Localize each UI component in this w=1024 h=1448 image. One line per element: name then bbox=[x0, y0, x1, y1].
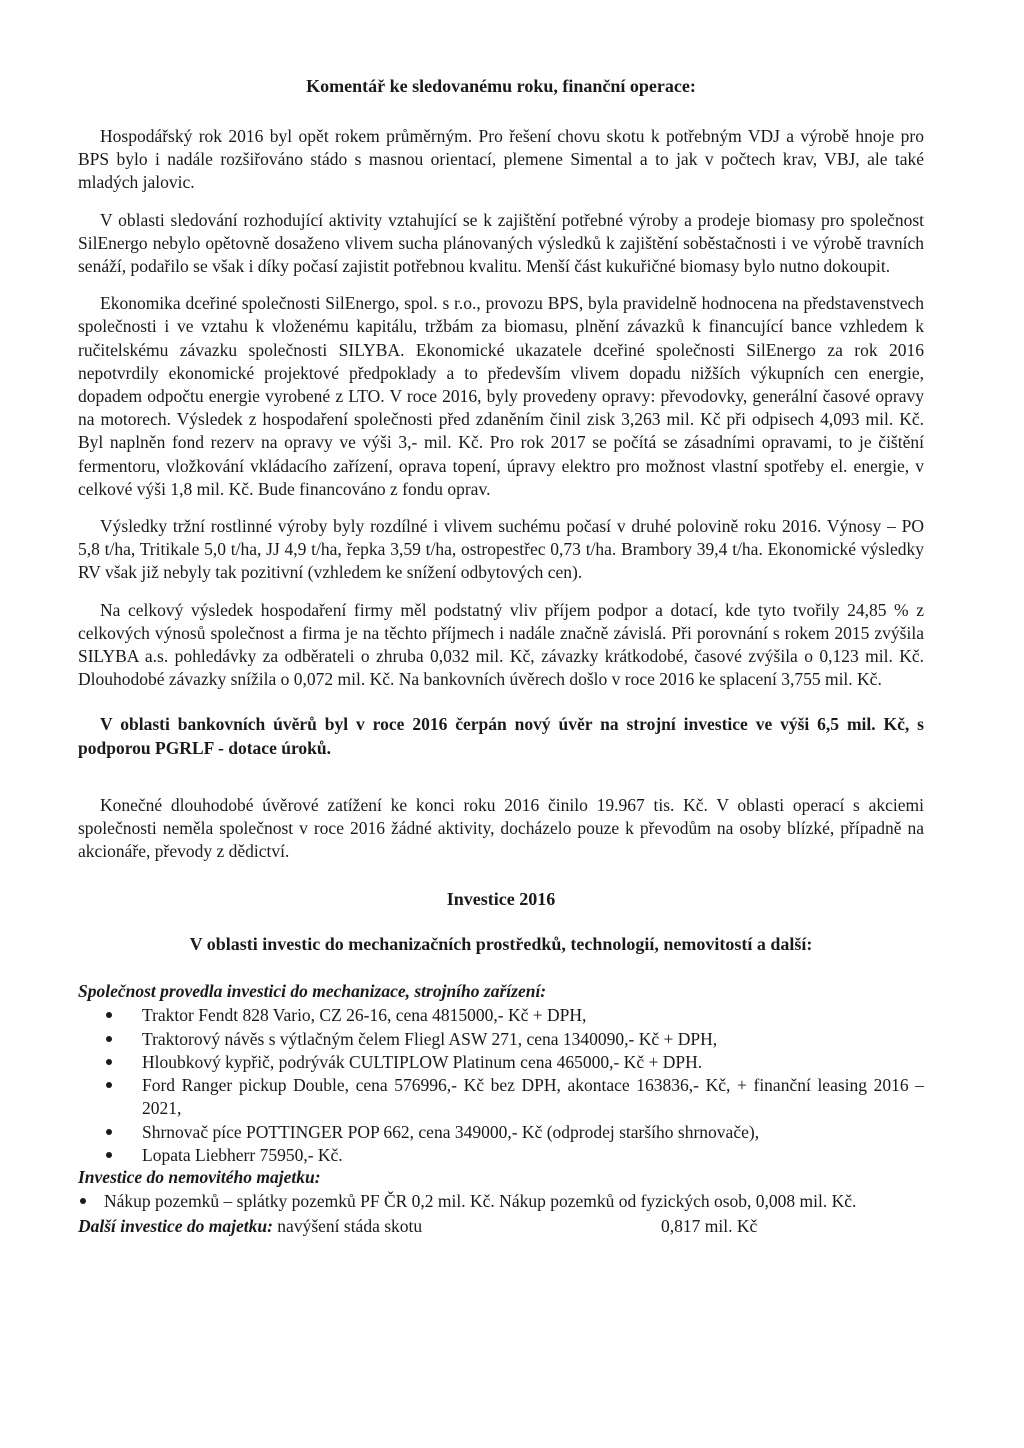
list-item: Traktorový návěs s výtlačným čelem Fliegl ASW 271, cena 1340090,- Kč + DPH, bbox=[78, 1028, 924, 1051]
list-item: Nákup pozemků – splátky pozemků PF ČR 0,2 mil. Kč. Nákup pozemků od fyzických osob, 0,008 mil. Kč. bbox=[78, 1190, 924, 1213]
list-item: Traktor Fendt 828 Vario, CZ 26-16, cena 4815000,- Kč + DPH, bbox=[78, 1004, 924, 1027]
paragraph-5: Na celkový výsledek hospodaření firmy měl podstatný vliv příjem podpor a dotací, kde tyto tvořily 24,85 % z celkových výnosů společnost a firma je na těchto příjmech i nadále značně závislá. Při porovnání s rokem 2015 zvýšila SILYBA a.s. pohledávky za odběrateli o zhruba 0,032 mil. Kč, závazky krátkodobé, časové zvýšila o 0,123 mil. Kč. Dlouhodobé závazky snížila o 0,072 mil. Kč. Na bankovních úvěrech došlo v roce 2016 ke splacení 3,755 mil. Kč. bbox=[78, 599, 924, 690]
bullet-icon bbox=[106, 1036, 112, 1042]
paragraph-1: Hospodářský rok 2016 byl opět rokem průměrným. Pro řešení chovu skotu k potřebným VDJ a výrobě hnoje pro BPS bylo i nadále rozšiřováno stádo s masnou orientací, plemene Simental a to jak v počtech krav, VBJ, ale také mladých jalovic. bbox=[78, 126, 924, 193]
bullet-icon bbox=[106, 1012, 112, 1018]
bullet-icon bbox=[106, 1129, 112, 1135]
bank-loan-paragraph: V oblasti bankovních úvěrů byl v roce 2016 čerpán nový úvěr na strojní investice ve výši 6,5 mil. Kč, s podporou PGRLF - dotace úroků. bbox=[78, 714, 924, 758]
dalsi-investice-text: navýšení stáda skotu bbox=[272, 1216, 423, 1237]
mechanizace-label: Společnost provedla investici do mechanizace, strojního zařízení: bbox=[78, 981, 547, 1002]
investice-heading: Investice 2016 bbox=[446, 889, 556, 910]
list-item: Shrnovač píce POTTINGER POP 662, cena 349000,- Kč (odprodej staršího shrnovače), bbox=[78, 1121, 924, 1144]
dalsi-investice-line bbox=[78, 1215, 924, 1238]
paragraph-4: Výsledky tržní rostlinné výroby byly rozdílné i vlivem suchému počasí v druhé polovině roku 2016. Výnosy – PO 5,8 t/ha, Tritikale 5,0 t/ha, JJ 4,9 t/ha, řepka 3,59 t/ha, ostropestřec 0,73 t/ha. Brambory 39,4 t/ha. Ekonomické výsledky RV však již nebyly tak pozitivní (vzhledem ke snížení odbytových cen). bbox=[78, 516, 924, 583]
bullet-icon bbox=[106, 1059, 112, 1065]
bullet-icon bbox=[80, 1198, 86, 1204]
list-item: Ford Ranger pickup Double, cena 576996,- Kč bez DPH, akontace 163836,- Kč, + finanční leasing 2016 – 2021, bbox=[78, 1074, 924, 1120]
paragraph-after: Konečné dlouhodobé úvěrové zatížení ke konci roku 2016 činilo 19.967 tis. Kč. V oblasti operací s akciemi společnosti neměla společnost v roce 2016 žádné aktivity, docházelo pouze k převodům na osoby blízké, případně na akcionáře, převody z dědictví. bbox=[78, 794, 924, 862]
list-item: Lopata Liebherr 75950,- Kč. bbox=[78, 1144, 924, 1167]
investice-subheading: V oblasti investic do mechanizačních prostředků, technologií, nemovitostí a další: bbox=[189, 934, 813, 955]
page-title: Komentář ke sledovanému roku, finanční operace: bbox=[306, 76, 696, 96]
nemovity-label: Investice do nemovitého majetku: bbox=[78, 1166, 321, 1187]
bullet-icon bbox=[106, 1152, 112, 1158]
dalsi-investice-value: 0,817 mil. Kč bbox=[661, 1216, 758, 1237]
mechanizace-list bbox=[78, 1004, 924, 1166]
paragraph-3: Ekonomika dceřiné společnosti SilEnergo, spol. s r.o., provozu BPS, byla pravidelně hodnocena na představenstvech společnosti i ve vztahu k vloženému kapitálu, tržbám za biomasu, plnění závazků k financující bance vzhledem k ručitelskému závazku společnosti SILYBA. Ekonomické ukazatele dceřiné společnosti SilEnergo za rok 2016 nepotvrdily ekonomické projektové předpoklady a to především vlivem dopadu nižších výkupních cen energie, dopadem odpočtu energie vyrobené z LTO. V roce 2016, byly provedeny opravy: převodovky, generální časové opravy na motorech. Výsledek z hospodaření společnosti před zdaněním činil zisk 3,263 mil. Kč při odpisech 4,093 mil. Kč. Byl naplněn fond rezerv na opravy ve výši 3,- mil. Kč. Pro rok 2017 se počítá se zásadními opravami, to je čištění fermentoru, vložkování vkládacího zařízení, oprava topení, úpravy elektro pro možnost vlastní spotřeby el. energie, v celkové výši 1,8 mil. Kč. Bude financováno z fondu oprav. bbox=[78, 293, 924, 499]
paragraph-2: V oblasti sledování rozhodující aktivity vztahující se k zajištění potřebné výroby a prodeje biomasy pro společnost SilEnergo nebylo opětovně dosaženo vlivem sucha plánovaných výsledků k zajištění soběstačnosti i ve výrobě travních senáží, podařilo se však i díky počasí zajistit potřebnou kvalitu. Menší část kukuřičné biomasy bylo nutno dokoupit. bbox=[78, 209, 924, 277]
nemovity-list bbox=[78, 1190, 924, 1213]
bullet-icon bbox=[106, 1082, 112, 1088]
list-item: Hloubkový kypřič, podrývák CULTIPLOW Platinum cena 465000,- Kč + DPH. bbox=[78, 1051, 924, 1074]
dalsi-investice-label: Další investice do majetku: bbox=[78, 1216, 273, 1237]
